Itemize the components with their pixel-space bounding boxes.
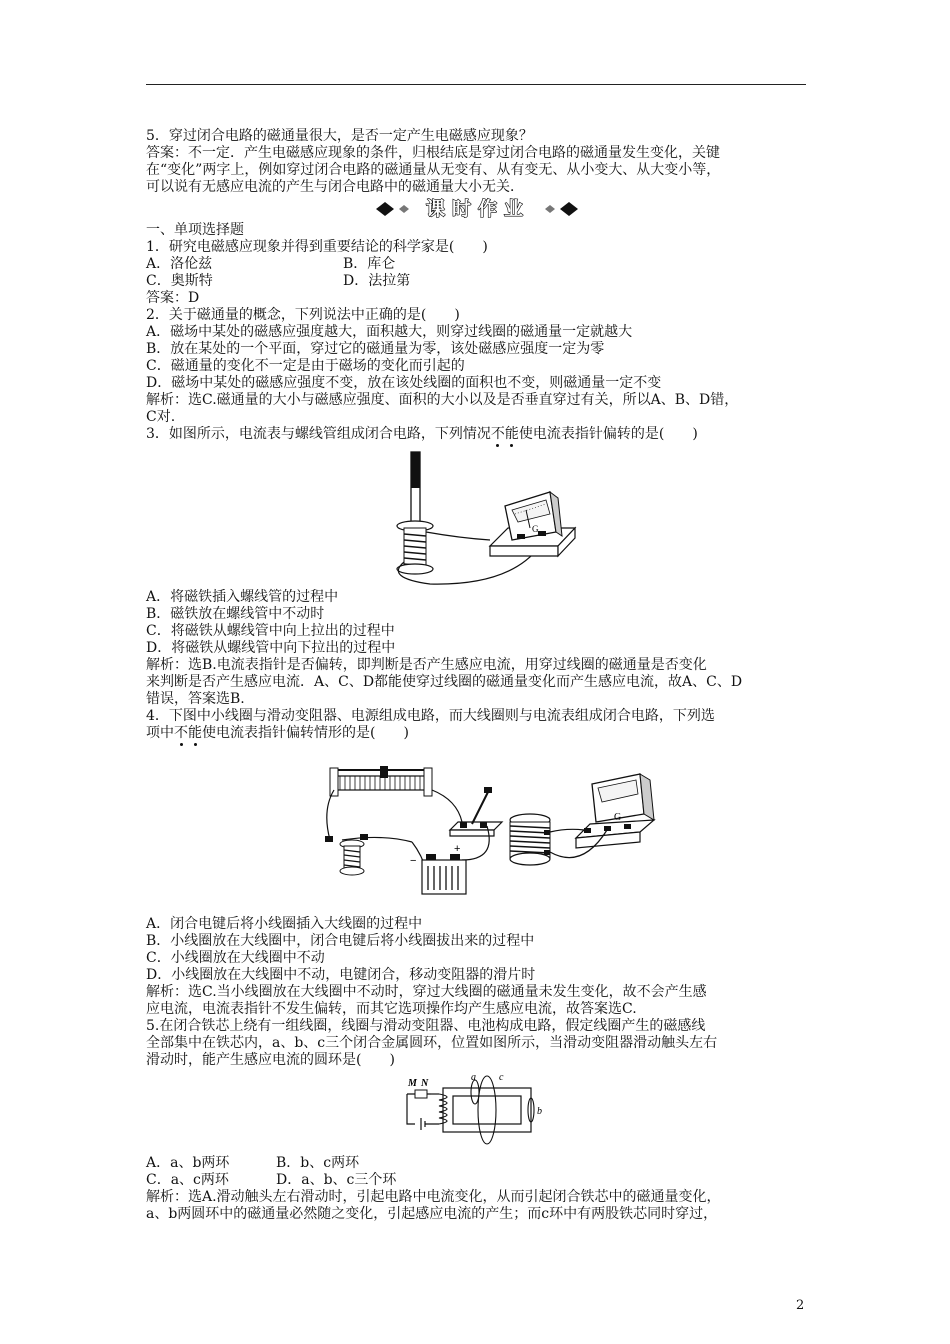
section-banner bbox=[372, 197, 582, 221]
q2-option-a: A．磁场中某处的磁感应强度越大，面积越大，则穿过线圈的磁通量一定就越大 bbox=[146, 324, 633, 340]
label-c: c bbox=[499, 1072, 504, 1083]
q5-figure bbox=[405, 1072, 555, 1150]
q1-option-a: A．洛伦兹 bbox=[146, 256, 213, 272]
q3-explanation: 解析：选B.电流表指针是否偏转，即判断是否产生感应电流，用穿过线圈的磁通量是否变化 bbox=[146, 657, 707, 673]
q1-option-c: C．奥斯特 bbox=[146, 273, 213, 289]
review-q5-answer: 在“变化”两字上，例如穿过闭合电路的磁通量从无变有、从有变无、从小变大、从大变小等， bbox=[146, 162, 721, 178]
q2-option-d: D．磁场中某处的磁感应强度不变，放在该处线圈的面积也不变，则磁通量一定不变 bbox=[146, 375, 662, 391]
q2-stem: 2．关于磁通量的概念，下列说法中正确的是( ) bbox=[146, 307, 460, 323]
q4-stem: 4．下图中小线圈与滑动变阻器、电源组成电路，而大线圈则与电流表组成闭合电路，下列选 bbox=[146, 708, 715, 724]
q4-stem: 项中不能使电流表指针偏转情形的是( ) bbox=[146, 725, 409, 741]
q3-explanation: 来判断是否产生感应电流．A、C、D都能使穿过线圈的磁通量变化而产生感应电流，故A、C、D bbox=[146, 674, 743, 690]
review-q5-question: 5．穿过闭合电路的磁通量很大，是否一定产生电磁感应现象？ bbox=[146, 128, 533, 144]
q2-option-b: B．放在某处的一个平面，穿过它的磁通量为零，该处磁感应强度一定为零 bbox=[146, 341, 605, 357]
q4-option-c: C．小线圈放在大线圈中不动 bbox=[146, 950, 325, 966]
q3-figure bbox=[380, 448, 585, 588]
q5-stem: 滑动时，能产生感应电流的圆环是( ) bbox=[146, 1052, 395, 1068]
label-M: M bbox=[408, 1078, 417, 1089]
q4-option-a: A．闭合电键后将小线圈插入大线圈的过程中 bbox=[146, 916, 423, 932]
q3-option-c: C．将磁铁从螺线管中向上拉出的过程中 bbox=[146, 623, 395, 639]
page-number: 2 bbox=[796, 1298, 805, 1313]
q3-meter-label: G bbox=[532, 524, 539, 534]
q3-option-d: D．将磁铁从螺线管中向下拉出的过程中 bbox=[146, 640, 396, 656]
q1-option-d: D．法拉第 bbox=[343, 273, 411, 289]
q4-option-d: D．小线圈放在大线圈中不动，电键闭合，移动变阻器的滑片时 bbox=[146, 967, 536, 983]
label-N: N bbox=[421, 1078, 429, 1089]
q4-option-b: B．小线圈放在大线圈中，闭合电键后将小线圈拔出来的过程中 bbox=[146, 933, 535, 949]
q3-stem: 3．如图所示，电流表与螺线管组成闭合电路，下列情况不能使电流表指针偏转的是( ) bbox=[146, 426, 698, 442]
q5-explanation: 解析：选A.滑动触头左右滑动时，引起电路中电流变化，从而引起闭合铁芯中的磁通量变化， bbox=[146, 1189, 721, 1205]
section-heading: 一、单项选择题 bbox=[146, 222, 244, 238]
banner-title: 课时作业 bbox=[425, 198, 530, 220]
q4-explanation: 应电流，电流表指针不发生偏转，而其它选项操作均产生感应电流，故答案选C. bbox=[146, 1001, 637, 1017]
q4-figure bbox=[322, 760, 672, 910]
q5-stem: 全部集中在铁芯内，a、b、c三个闭合金属圆环，位置如图所示，当滑动变阻器滑动触头左右 bbox=[146, 1035, 718, 1051]
q3-option-b: B．磁铁放在螺线管中不动时 bbox=[146, 606, 325, 622]
q2-option-c: C．磁通量的变化不一定是由于磁场的变化而引起的 bbox=[146, 358, 465, 374]
label-a: a bbox=[471, 1072, 476, 1083]
q2-explanation: 解析：选C.磁通量的大小与磁感应强度、面积的大小以及是否垂直穿过有关，所以A、B、D错， bbox=[146, 392, 739, 408]
q1-stem: 1．研究电磁感应现象并得到重要结论的科学家是( ) bbox=[146, 239, 488, 255]
q1-answer: 答案：D bbox=[146, 290, 200, 306]
review-q5-answer: 答案：不一定．产生电磁感应现象的条件，归根结底是穿过闭合电路的磁通量发生变化，关键 bbox=[146, 145, 720, 161]
q4-meter-label: G bbox=[614, 812, 622, 823]
q5-option-b: B．b、c两环 bbox=[276, 1155, 360, 1171]
battery-plus-label: + bbox=[454, 843, 461, 855]
header-rule bbox=[146, 84, 806, 85]
q3-explanation: 错误，答案选B. bbox=[146, 691, 245, 707]
q5-explanation: a、b两圆环中的磁通量必然随之变化，引起感应电流的产生；而c环中有两股铁芯同时穿过， bbox=[146, 1206, 718, 1222]
q5-stem: 5.在闭合铁芯上绕有一组线圈，线圈与滑动变阻器、电池构成电路，假定线圈产生的磁感线 bbox=[146, 1018, 706, 1034]
q5-option-c: C．a、c两环 bbox=[146, 1172, 229, 1188]
q5-option-d: D．a、b、c三个环 bbox=[276, 1172, 397, 1188]
q2-explanation: C对. bbox=[146, 409, 176, 425]
review-q5-answer: 可以说有无感应电流的产生与闭合电路中的磁通量大小无关． bbox=[146, 179, 524, 195]
q5-option-a: A．a、b两环 bbox=[146, 1155, 230, 1171]
q4-explanation: 解析：选C.当小线圈放在大线圈中不动时，穿过大线圈的磁通量未发生变化，故不会产生感 bbox=[146, 984, 707, 1000]
battery-minus-label: − bbox=[410, 855, 417, 867]
label-b: b bbox=[537, 1106, 542, 1117]
q3-option-a: A．将磁铁插入螺线管的过程中 bbox=[146, 589, 339, 605]
q1-option-b: B．库仑 bbox=[343, 256, 396, 272]
